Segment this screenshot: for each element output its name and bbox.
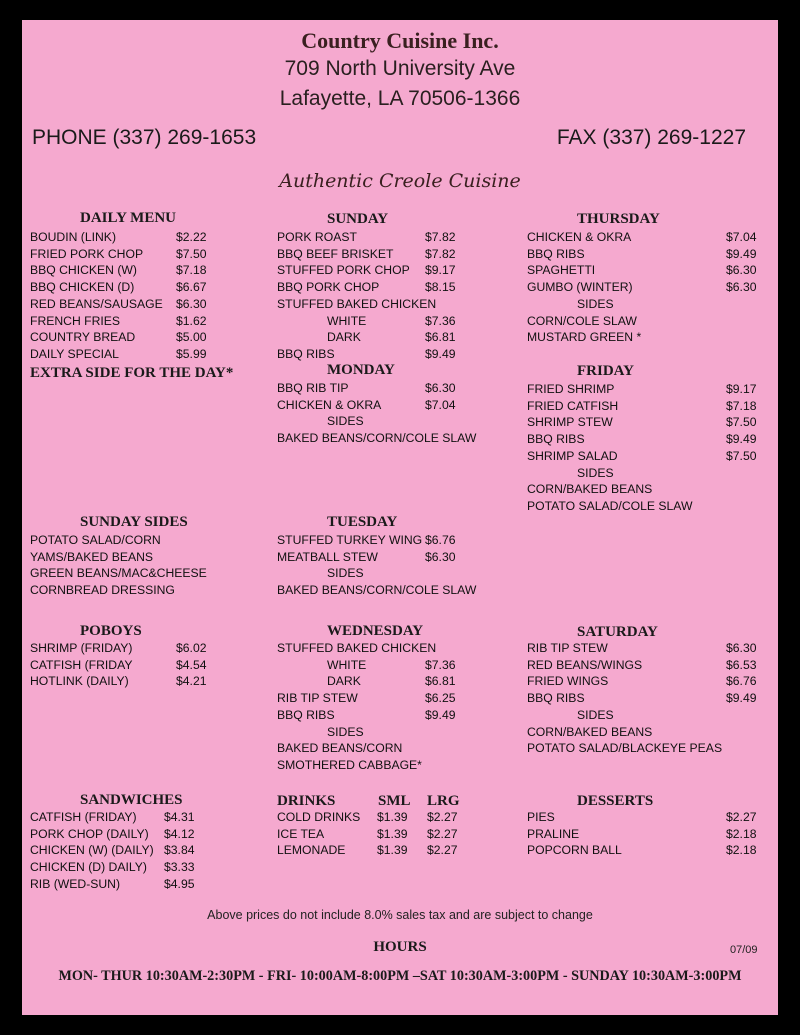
sunday-price: $8.15 — [425, 280, 456, 295]
daily-menu-price: $2.22 — [176, 230, 207, 244]
fax-number: FAX (337) 269-1227 — [556, 126, 746, 149]
sandwiches-price: $4.12 — [164, 826, 195, 841]
menu-page — [22, 20, 778, 1015]
thursday-price: $9.49 — [726, 246, 757, 261]
daily-menu-item: COUNTRY BREAD — [30, 330, 136, 345]
daily-menu-item: RED BEANS/SAUSAGE — [30, 296, 163, 311]
sandwiches-price: $3.33 — [164, 860, 195, 875]
monday-item: CHICKEN & OKRA — [277, 397, 382, 412]
wednesday-price: $9.49 — [425, 707, 456, 722]
sunday-item: WHITE — [327, 313, 367, 328]
sunday-price: $7.82 — [425, 230, 456, 244]
saturday-item: SIDES — [577, 707, 614, 722]
thursday-item: CORN/COLE SLAW — [527, 313, 637, 328]
tuesday-price: $6.30 — [425, 549, 456, 564]
sandwiches-item: PORK CHOP (DAILY) — [30, 826, 149, 841]
tuesday-item: STUFFED TURKEY WING — [277, 533, 423, 547]
poboys-price: $4.21 — [176, 674, 207, 689]
sunday-title: SUNDAY — [327, 211, 389, 227]
tax-note: Above prices do not include 8.0% sales tax and are subject to change — [207, 908, 593, 922]
saturday-price: $9.49 — [726, 691, 757, 706]
daily-menu-price: $7.50 — [176, 246, 207, 261]
monday-item: SIDES — [327, 414, 364, 429]
wednesday-price: $6.81 — [425, 674, 456, 689]
wednesday-item: BAKED BEANS/CORN — [277, 741, 403, 756]
poboys-price: $6.02 — [176, 641, 207, 655]
saturday-item: FRIED WINGS — [527, 674, 609, 689]
sandwiches-price: $3.84 — [164, 843, 195, 858]
daily-menu-extra: EXTRA SIDE FOR THE DAY* — [30, 364, 234, 381]
thursday-price: $6.30 — [726, 280, 757, 295]
wednesday-title: WEDNESDAY — [327, 623, 424, 639]
date-code: 07/09 — [730, 944, 758, 956]
sandwiches-item: RIB (WED-SUN) — [30, 876, 121, 891]
drinks-sml-price: $1.39 — [377, 843, 408, 858]
desserts-item: PRALINE — [527, 826, 580, 841]
sunday-price: $7.82 — [425, 246, 456, 261]
desserts-item: PIES — [527, 810, 555, 824]
thursday-item: GUMBO (WINTER) — [527, 280, 633, 295]
sunday-sides-item: GREEN BEANS/MAC&CHEESE — [30, 566, 207, 581]
sunday-sides-item: CORNBREAD DRESSING — [30, 583, 175, 598]
drinks-lrg-price: $2.27 — [427, 826, 458, 841]
wednesday-item: RIB TIP STEW — [277, 691, 358, 706]
drinks-sml-price: $1.39 — [377, 810, 408, 824]
sandwiches-item: CATFISH (FRIDAY) — [30, 810, 137, 824]
wednesday-item: SMOTHERED CABBAGE* — [277, 757, 422, 772]
monday-price: $7.04 — [425, 397, 456, 412]
friday-price: $9.17 — [726, 382, 757, 396]
monday-item: BAKED BEANS/CORN/COLE SLAW — [277, 431, 477, 446]
daily-menu-item: DAILY SPECIAL — [30, 346, 119, 361]
sunday-item: DARK — [327, 330, 361, 345]
saturday-item: POTATO SALAD/BLACKEYE PEAS — [527, 741, 723, 756]
thursday-title: THURSDAY — [577, 211, 660, 227]
saturday-price: $6.30 — [726, 641, 757, 655]
saturday-item: BBQ RIBS — [527, 691, 585, 706]
drinks-item: ICE TEA — [277, 826, 325, 841]
daily-menu-item: BOUDIN (LINK) — [30, 230, 116, 244]
tuesday-item: SIDES — [327, 566, 364, 581]
thursday-item: SIDES — [577, 296, 614, 311]
sandwiches-item: CHICKEN (W) (DAILY) — [30, 843, 154, 858]
sunday-price: $9.49 — [425, 346, 456, 361]
drinks-lrg-price: $2.27 — [427, 843, 458, 858]
friday-item: CORN/BAKED BEANS — [527, 482, 653, 497]
sandwiches-price: $4.95 — [164, 876, 195, 891]
friday-price: $7.18 — [726, 398, 757, 413]
monday-price: $6.30 — [425, 381, 456, 395]
drinks-lrg-price: $2.27 — [427, 810, 458, 824]
drinks-sml-price: $1.39 — [377, 826, 408, 841]
desserts-title: DESSERTS — [577, 793, 654, 809]
city-address: Lafayette, LA 70506-1366 — [279, 87, 521, 110]
friday-price: $9.49 — [726, 432, 757, 447]
desserts-price: $2.27 — [726, 810, 757, 824]
sunday-item: STUFFED BAKED CHICKEN — [277, 296, 437, 311]
daily-menu-price: $5.99 — [176, 346, 207, 361]
sandwiches-item: CHICKEN (D) DAILY) — [30, 860, 147, 875]
saturday-title: SATURDAY — [577, 624, 658, 640]
drinks-item: LEMONADE — [277, 843, 346, 858]
sunday-item: STUFFED PORK CHOP — [277, 263, 410, 278]
saturday-price: $6.76 — [726, 674, 757, 689]
poboys-price: $4.54 — [176, 657, 207, 672]
friday-price: $7.50 — [726, 448, 757, 463]
wednesday-item: BBQ RIBS — [277, 707, 335, 722]
sunday-item: BBQ PORK CHOP — [277, 280, 380, 295]
thursday-item: CHICKEN & OKRA — [527, 230, 632, 244]
sunday-item: PORK ROAST — [277, 230, 357, 244]
friday-item: SHRIMP SALAD — [527, 448, 618, 463]
friday-item: FRIED SHRIMP — [527, 382, 615, 396]
drinks-sml-label: SML — [378, 793, 411, 809]
thursday-item: MUSTARD GREEN * — [527, 330, 642, 345]
sunday-sides-title: SUNDAY SIDES — [80, 514, 188, 530]
friday-item: SHRIMP STEW — [527, 415, 613, 430]
friday-item: FRIED CATFISH — [527, 398, 619, 413]
drinks-item: COLD DRINKS — [277, 810, 361, 824]
sunday-item: BBQ BEEF BRISKET — [277, 246, 394, 261]
wednesday-item: STUFFED BAKED CHICKEN — [277, 641, 437, 655]
wednesday-price: $7.36 — [425, 657, 456, 672]
sunday-item: BBQ RIBS — [277, 346, 335, 361]
sunday-price: $9.17 — [425, 263, 456, 278]
poboys-title: POBOYS — [80, 623, 142, 639]
tuesday-item: MEATBALL STEW — [277, 549, 378, 564]
sandwiches-price: $4.31 — [164, 810, 195, 824]
business-hours: MON- THUR 10:30AM-2:30PM - FRI- 10:00AM-8:00PM –SAT 10:30AM-3:00PM - SUNDAY 10:30AM-3:00PM — [58, 968, 742, 984]
monday-title: MONDAY — [327, 362, 395, 378]
tuesday-price: $6.76 — [425, 533, 456, 547]
daily-menu-price: $5.00 — [176, 330, 207, 345]
daily-menu-title: DAILY MENU — [80, 210, 176, 226]
monday-item: BBQ RIB TIP — [277, 381, 349, 395]
sunday-sides-item: POTATO SALAD/CORN — [30, 533, 161, 547]
daily-menu-price: $6.67 — [176, 280, 207, 295]
phone-number: PHONE (337) 269-1653 — [32, 126, 257, 149]
sandwiches-title: SANDWICHES — [80, 792, 183, 808]
friday-item: BBQ RIBS — [527, 432, 585, 447]
hours-title: HOURS — [373, 939, 427, 955]
friday-title: FRIDAY — [577, 363, 634, 379]
thursday-item: SPAGHETTI — [527, 263, 596, 278]
restaurant-name: Country Cuisine Inc. — [301, 28, 499, 53]
sunday-price: $6.81 — [425, 330, 456, 345]
daily-menu-item: FRENCH FRIES — [30, 313, 121, 328]
desserts-price: $2.18 — [726, 843, 757, 858]
daily-menu-item: FRIED PORK CHOP — [30, 246, 144, 261]
daily-menu-price: $6.30 — [176, 296, 207, 311]
saturday-price: $6.53 — [726, 657, 757, 672]
wednesday-price: $6.25 — [425, 691, 456, 706]
saturday-item: RED BEANS/WINGS — [527, 657, 643, 672]
thursday-price: $6.30 — [726, 263, 757, 278]
thursday-item: BBQ RIBS — [527, 246, 585, 261]
street-address: 709 North University Ave — [284, 57, 516, 80]
tuesday-title: TUESDAY — [327, 514, 398, 530]
wednesday-item: WHITE — [327, 657, 367, 672]
poboys-item: CATFISH (FRIDAY — [30, 657, 133, 672]
friday-item: POTATO SALAD/COLE SLAW — [527, 498, 693, 513]
daily-menu-item: BBQ CHICKEN (D) — [30, 280, 135, 295]
friday-item: SIDES — [577, 465, 614, 480]
poboys-item: SHRIMP (FRIDAY) — [30, 641, 133, 655]
daily-menu-price: $7.18 — [176, 263, 207, 278]
wednesday-item: SIDES — [327, 724, 364, 739]
drinks-title: DRINKS — [277, 793, 336, 809]
tuesday-item: BAKED BEANS/CORN/COLE SLAW — [277, 583, 477, 598]
thursday-price: $7.04 — [726, 230, 757, 244]
daily-menu-item: BBQ CHICKEN (W) — [30, 263, 137, 278]
sunday-sides-item: YAMS/BAKED BEANS — [30, 549, 154, 564]
sunday-price: $7.36 — [425, 313, 456, 328]
saturday-item: CORN/BAKED BEANS — [527, 724, 653, 739]
tagline: Authentic Creole Cuisine — [279, 170, 521, 192]
desserts-item: POPCORN BALL — [527, 843, 622, 858]
daily-menu-price: $1.62 — [176, 313, 207, 328]
poboys-item: HOTLINK (DAILY) — [30, 674, 129, 689]
drinks-lrg-label: LRG — [427, 793, 460, 809]
saturday-item: RIB TIP STEW — [527, 641, 608, 655]
desserts-price: $2.18 — [726, 826, 757, 841]
wednesday-item: DARK — [327, 674, 361, 689]
friday-price: $7.50 — [726, 415, 757, 430]
